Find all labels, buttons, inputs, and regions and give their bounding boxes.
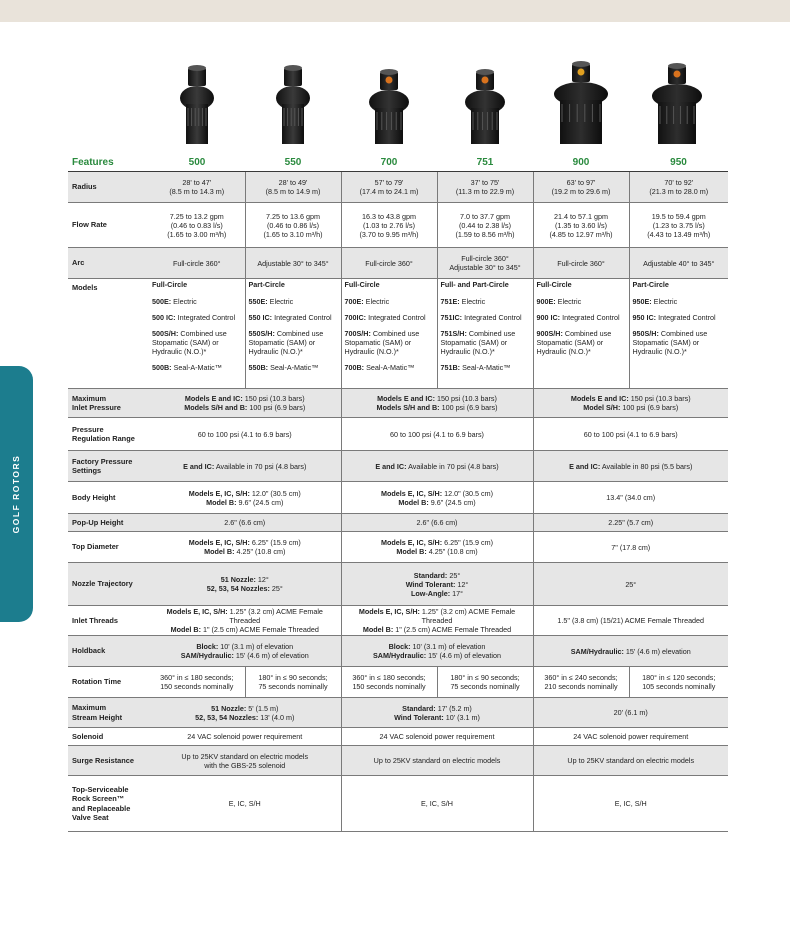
- spec-row-body-height: [68, 482, 728, 514]
- sprinkler-rotor-icon: [149, 58, 245, 158]
- spec-cell: 28' to 47' (8.5 m to 14.3 m): [149, 172, 245, 203]
- spec-row-surge: [68, 746, 728, 776]
- spec-group-cell: Models E, IC, S/H: 12.0" (30.5 cm) Model B: 9.6" (24.5 cm): [149, 482, 341, 514]
- row-label: Arc: [68, 248, 149, 279]
- spec-row-solenoid: [68, 728, 728, 746]
- spec-cell: 21.4 to 57.1 gpm (1.35 to 3.60 l/s) (4.85 to 12.97 m³/h): [533, 203, 629, 248]
- spec-group-cell: Standard: 17' (5.2 m) Wind Tolerant: 10' (3.1 m): [341, 698, 533, 728]
- spec-group-cell: E, IC, S/H: [533, 776, 728, 832]
- spec-group-cell: Models E and IC: 150 psi (10.3 bars) Model S/H: 100 psi (6.9 bars): [533, 389, 728, 418]
- spec-cell: 180° in ≤ 90 seconds; 75 seconds nominally: [437, 667, 533, 698]
- row-label: Maximum Inlet Pressure: [68, 389, 149, 418]
- spec-group-cell: 7" (17.8 cm): [533, 532, 728, 563]
- spec-group-cell: 25°: [533, 563, 728, 606]
- spec-group-cell: 1.5" (3.8 cm) (15/21) ACME Female Threaded: [533, 606, 728, 636]
- row-label: Solenoid: [68, 728, 149, 746]
- spec-cell: Full-circle 360°: [341, 248, 437, 279]
- model-heading: 950: [629, 155, 728, 172]
- models-column: Full-Circle 700E: Electric 700IC: Integrated Control 700S/H: Combined use Stopamatic (SAM) or Hydraulic (N.O.)* 700B: Seal-A-Matic™: [341, 279, 437, 389]
- spec-group-cell: 51 Nozzle: 12° 52, 53, 54 Nozzles: 25°: [149, 563, 341, 606]
- row-label: Nozzle Trajectory: [68, 563, 149, 606]
- spec-cell: Adjustable 30° to 345°: [245, 248, 341, 279]
- spec-group-cell: 24 VAC solenoid power requirement: [149, 728, 341, 746]
- spec-cell: Full-circle 360° Adjustable 30° to 345°: [437, 248, 533, 279]
- spec-group-cell: 2.25" (5.7 cm): [533, 514, 728, 532]
- spec-group-cell: 13.4" (34.0 cm): [533, 482, 728, 514]
- spec-cell: 360° in ≤ 180 seconds; 150 seconds nominally: [149, 667, 245, 698]
- spec-group-cell: E and IC: Available in 70 psi (4.8 bars): [149, 451, 341, 482]
- spec-cell: 16.3 to 43.8 gpm (1.03 to 2.76 l/s) (3.70 to 9.95 m³/h): [341, 203, 437, 248]
- spec-row-top-diameter: [68, 532, 728, 563]
- spec-group-cell: Models E and IC: 150 psi (10.3 bars) Models S/H and B: 100 psi (6.9 bars): [341, 389, 533, 418]
- spec-group-cell: E, IC, S/H: [149, 776, 341, 832]
- row-label: Maximum Stream Height: [68, 698, 149, 728]
- spec-group-cell: Up to 25KV standard on electric models: [341, 746, 533, 776]
- model-heading: 700: [341, 155, 437, 172]
- spec-group-cell: 2.6" (6.6 cm): [341, 514, 533, 532]
- row-label: Factory Pressure Settings: [68, 451, 149, 482]
- model-heading: 751: [437, 155, 533, 172]
- sprinkler-rotor-icon: [533, 58, 629, 158]
- spec-row-holdback: [68, 636, 728, 667]
- spec-cell: 7.25 to 13.2 gpm (0.46 to 0.83 l/s) (1.65 to 3.00 m³/h): [149, 203, 245, 248]
- row-label: Flow Rate: [68, 203, 149, 248]
- spec-group-cell: 24 VAC solenoid power requirement: [533, 728, 728, 746]
- spec-cell: 7.25 to 13.6 gpm (0.46 to 0.86 l/s) (1.65 to 3.10 m³/h): [245, 203, 341, 248]
- spec-row-rotation: [68, 667, 728, 698]
- spec-cell: Adjustable 40° to 345°: [629, 248, 728, 279]
- spec-group-cell: 51 Nozzle: 5' (1.5 m) 52, 53, 54 Nozzles: 13' (4.0 m): [149, 698, 341, 728]
- spec-row-factory: [68, 451, 728, 482]
- spec-group-cell: 60 to 100 psi (4.1 to 6.9 bars): [533, 418, 728, 451]
- spec-row-models: [68, 279, 728, 389]
- spec-cell: 7.0 to 37.7 gpm (0.44 to 2.38 l/s) (1.59 to 8.56 m³/h): [437, 203, 533, 248]
- features-heading: Features: [68, 155, 149, 172]
- spec-group-cell: Block: 10' (3.1 m) of elevation SAM/Hydraulic: 15' (4.6 m) of elevation: [149, 636, 341, 667]
- models-column: Full- and Part-Circle 751E: Electric 751IC: Integrated Control 751S/H: Combined use Stopamatic (SAM) or Hydraulic (N.O.)* 751B: Seal-A-Matic™: [437, 279, 533, 389]
- models-column: Full-Circle 900E: Electric 900 IC: Integrated Control 900S/H: Combined use Stopamatic (SAM) or Hydraulic (N.O.)*: [533, 279, 629, 389]
- row-label: Holdback: [68, 636, 149, 667]
- spec-row-max-stream: [68, 698, 728, 728]
- spec-group-cell: Models E, IC, S/H: 1.25" (3.2 cm) ACME Female Threaded Model B: 1" (2.5 cm) ACME Female Threaded: [149, 606, 341, 636]
- row-label: Models: [68, 279, 149, 389]
- spec-cell: 180° in ≤ 90 seconds; 75 seconds nominally: [245, 667, 341, 698]
- spec-group-cell: Models E, IC, S/H: 6.25" (15.9 cm) Model B: 4.25" (10.8 cm): [341, 532, 533, 563]
- spec-row-arc: [68, 248, 728, 279]
- spec-group-cell: Models E, IC, S/H: 12.0" (30.5 cm) Model B: 9.6" (24.5 cm): [341, 482, 533, 514]
- spec-row-popup: [68, 514, 728, 532]
- row-label: Pressure Regulation Range: [68, 418, 149, 451]
- spec-cell: 28' to 49' (8.5 m to 14.9 m): [245, 172, 341, 203]
- sprinkler-rotor-icon: [629, 58, 725, 158]
- spec-group-cell: 24 VAC solenoid power requirement: [341, 728, 533, 746]
- spec-row-pressure-reg: [68, 418, 728, 451]
- spec-cell: 70' to 92' (21.3 m to 28.0 m): [629, 172, 728, 203]
- side-section-label: GOLF ROTORS: [11, 454, 21, 534]
- product-images: [149, 58, 729, 158]
- row-label: Pop-Up Height: [68, 514, 149, 532]
- row-label: Top-Serviceable Rock Screen™ and Replaceable Valve Seat: [68, 776, 149, 832]
- spec-group-cell: Models E and IC: 150 psi (10.3 bars) Models S/H and B: 100 psi (6.9 bars): [149, 389, 341, 418]
- spec-group-cell: 60 to 100 psi (4.1 to 6.9 bars): [149, 418, 341, 451]
- sprinkler-rotor-icon: [437, 58, 533, 158]
- spec-group-cell: Models E, IC, S/H: 6.25" (15.9 cm) Model B: 4.25" (10.8 cm): [149, 532, 341, 563]
- spec-row-inlet-threads: [68, 606, 728, 636]
- spec-cell: 57' to 79' (17.4 m to 24.1 m): [341, 172, 437, 203]
- spec-cell: 63' to 97' (19.2 m to 29.6 m): [533, 172, 629, 203]
- spec-row-nozzle-traj: [68, 563, 728, 606]
- spec-group-cell: E and IC: Available in 80 psi (5.5 bars): [533, 451, 728, 482]
- spec-row-flow: [68, 203, 728, 248]
- spec-group-cell: 2.6" (6.6 cm): [149, 514, 341, 532]
- row-label: Surge Resistance: [68, 746, 149, 776]
- models-column: Part-Circle 950E: Electric 950 IC: Integrated Control 950S/H: Combined use Stopamatic (SAM) or Hydraulic (N.O.)*: [629, 279, 728, 389]
- spec-cell: 37' to 75' (11.3 m to 22.9 m): [437, 172, 533, 203]
- spec-group-cell: 60 to 100 psi (4.1 to 6.9 bars): [341, 418, 533, 451]
- spec-cell: 360° in ≤ 240 seconds; 210 seconds nominally: [533, 667, 629, 698]
- spec-row-rock-screen: [68, 776, 728, 832]
- spec-cell: 180° in ≤ 120 seconds; 105 seconds nominally: [629, 667, 728, 698]
- sprinkler-rotor-icon: [341, 58, 437, 158]
- sprinkler-rotor-icon: [245, 58, 341, 158]
- spec-table: [68, 155, 728, 832]
- spec-cell: Full-circle 360°: [149, 248, 245, 279]
- table-header: [68, 155, 728, 172]
- model-heading: 550: [245, 155, 341, 172]
- row-label: Inlet Threads: [68, 606, 149, 636]
- spec-group-cell: Models E, IC, S/H: 1.25" (3.2 cm) ACME Female Threaded Model B: 1" (2.5 cm) ACME Female Threaded: [341, 606, 533, 636]
- spec-group-cell: Up to 25KV standard on electric models: [533, 746, 728, 776]
- spec-group-cell: E and IC: Available in 70 psi (4.8 bars): [341, 451, 533, 482]
- spec-cell: 360° in ≤ 180 seconds; 150 seconds nominally: [341, 667, 437, 698]
- model-heading: 500: [149, 155, 245, 172]
- spec-cell: Full-circle 360°: [533, 248, 629, 279]
- spec-group-cell: SAM/Hydraulic: 15' (4.6 m) elevation: [533, 636, 728, 667]
- row-label: Rotation Time: [68, 667, 149, 698]
- spec-row-max-inlet: [68, 389, 728, 418]
- models-column: Part-Circle 550E: Electric 550 IC: Integrated Control 550S/H: Combined use Stopamatic (SAM) or Hydraulic (N.O.)* 550B: Seal-A-Matic™: [245, 279, 341, 389]
- model-heading: 900: [533, 155, 629, 172]
- spec-group-cell: Up to 25KV standard on electric models with the GBS-25 solenoid: [149, 746, 341, 776]
- row-label: Body Height: [68, 482, 149, 514]
- models-column: Full-Circle 500E: Electric 500 IC: Integrated Control 500S/H: Combined use Stopamatic (SAM) or Hydraulic (N.O.)* 500B: Seal-A-Matic™: [149, 279, 245, 389]
- spec-cell: 19.5 to 59.4 gpm (1.23 to 3.75 l/s) (4.43 to 13.49 m³/h): [629, 203, 728, 248]
- spec-row-radius: [68, 172, 728, 203]
- spec-group-cell: Block: 10' (3.1 m) of elevation SAM/Hydraulic: 15' (4.6 m) of elevation: [341, 636, 533, 667]
- spec-group-cell: E, IC, S/H: [341, 776, 533, 832]
- row-label: Radius: [68, 172, 149, 203]
- row-label: Top Diameter: [68, 532, 149, 563]
- spec-group-cell: Standard: 25° Wind Tolerant: 12° Low-Angle: 17°: [341, 563, 533, 606]
- top-banner: [0, 0, 790, 22]
- spec-group-cell: 20' (6.1 m): [533, 698, 728, 728]
